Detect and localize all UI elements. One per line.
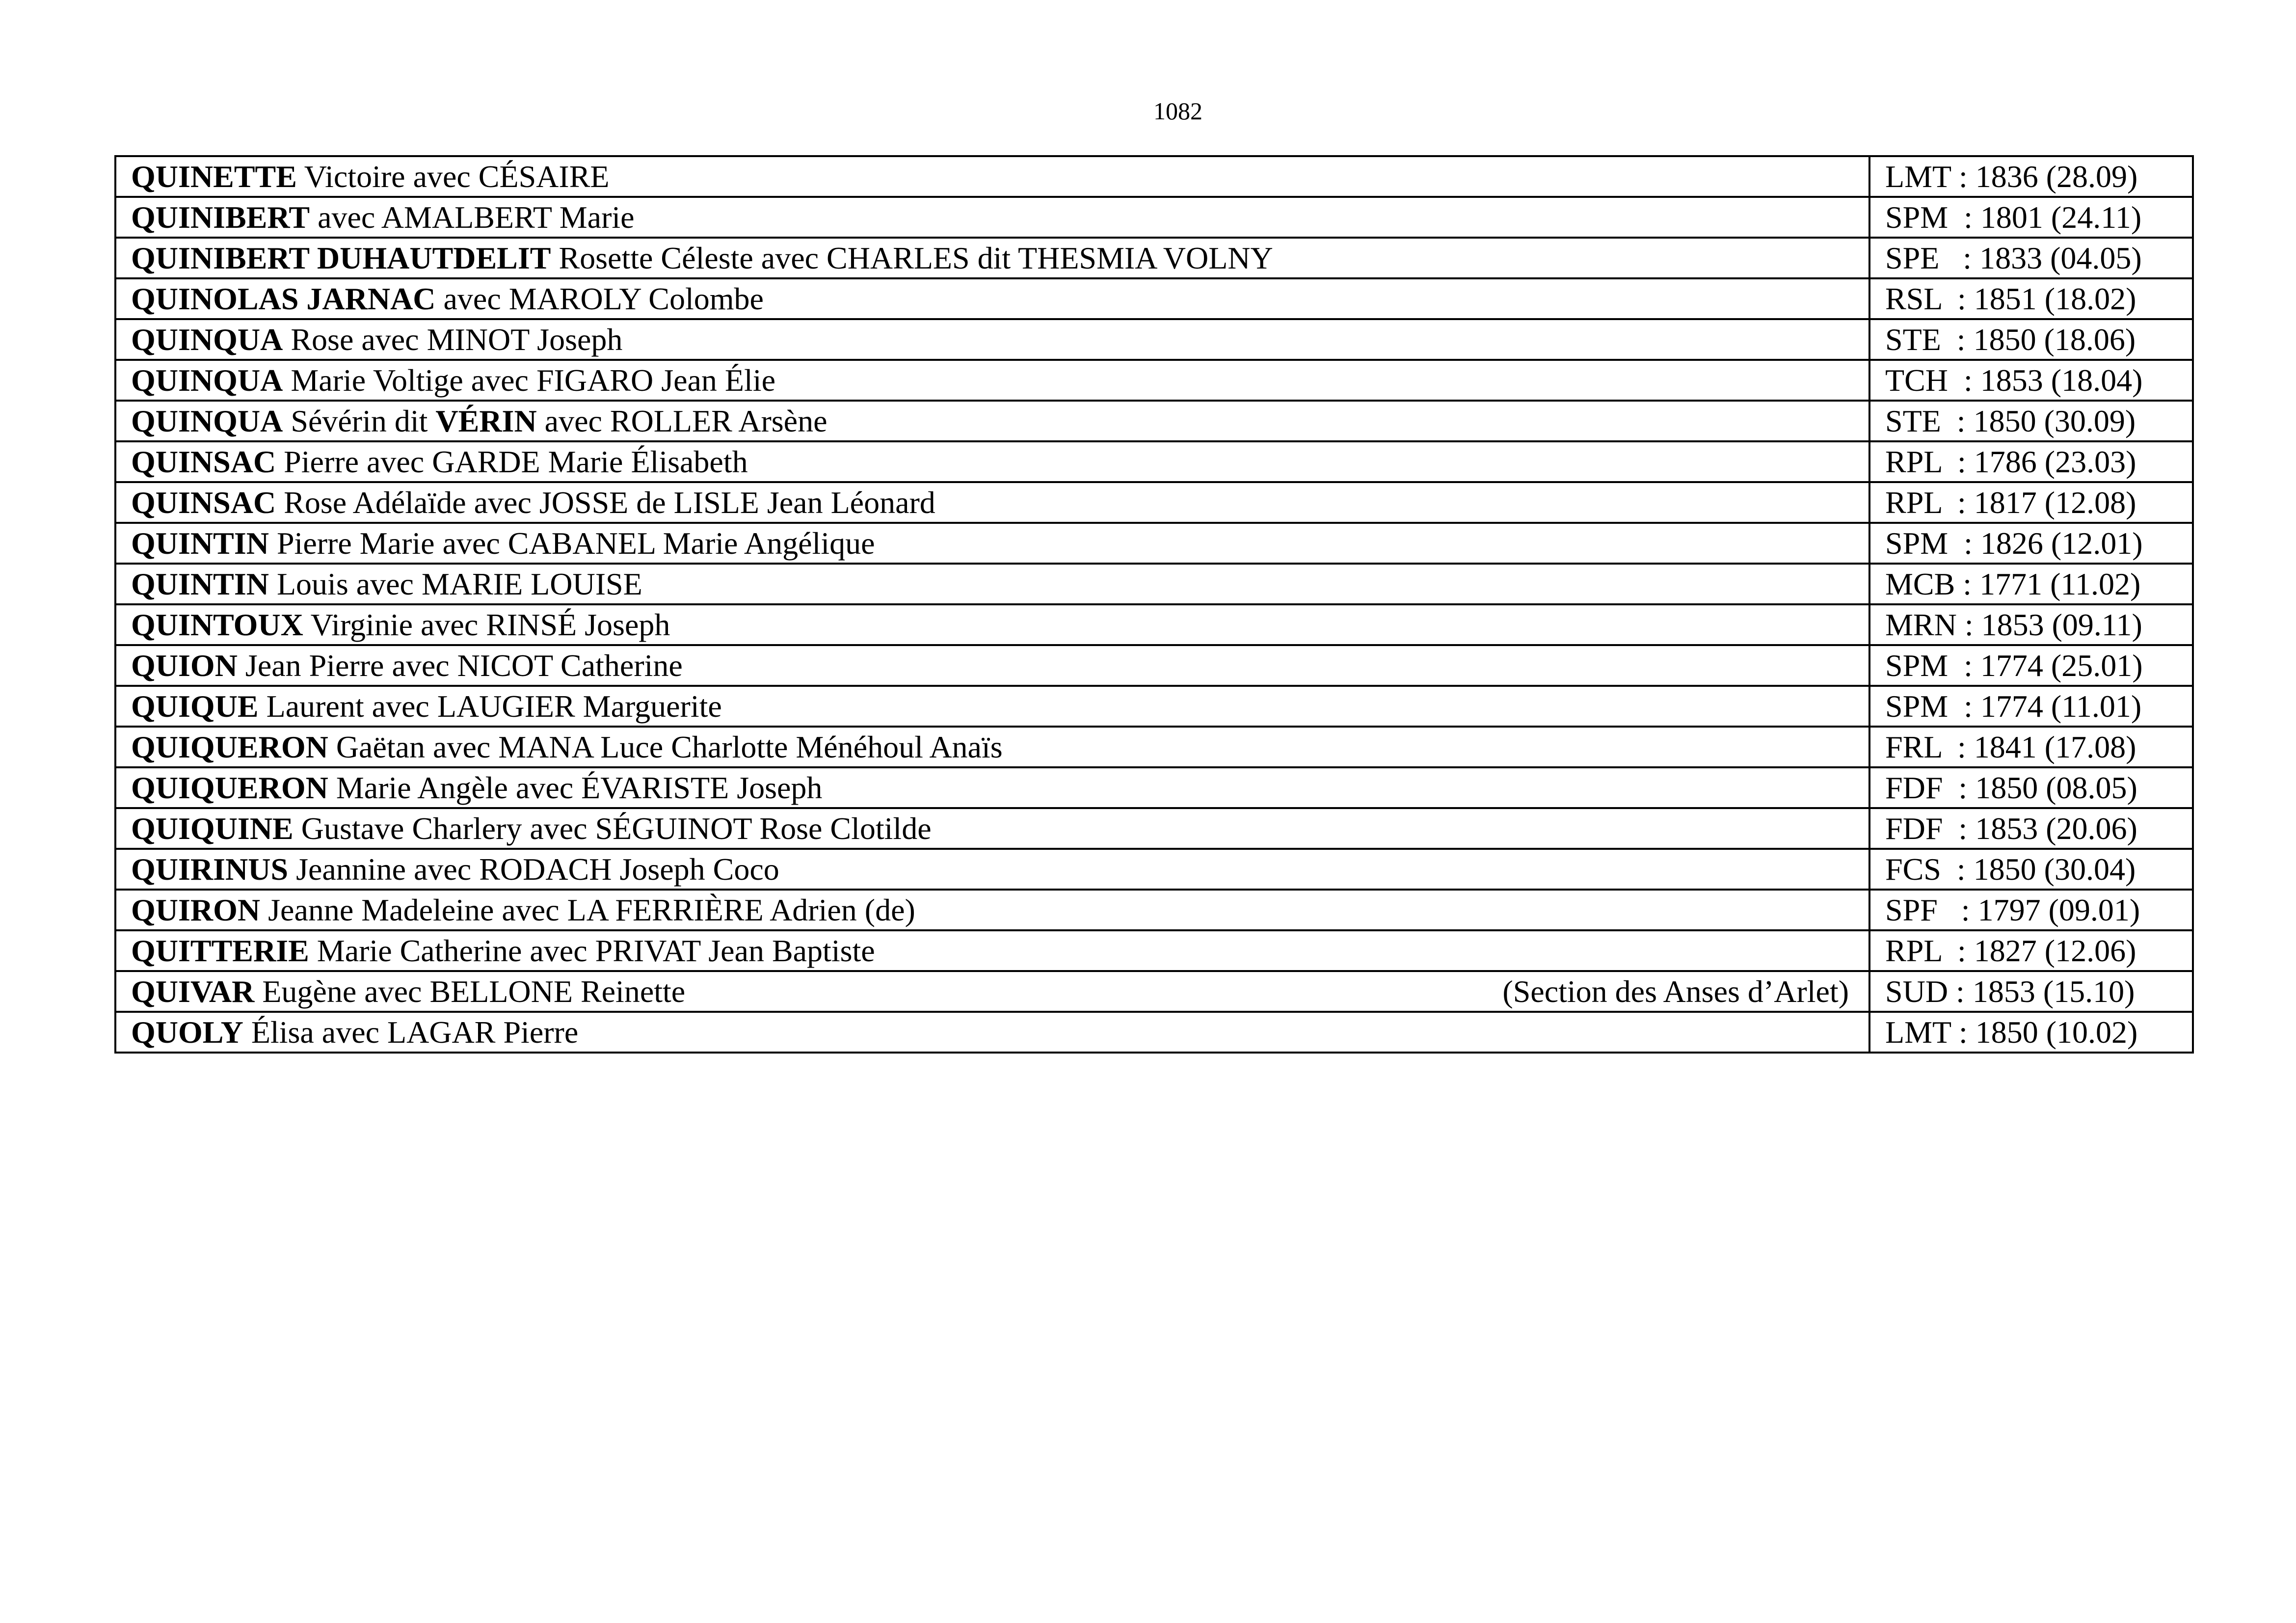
entry-detail: Rosette Céleste avec CHARLES dit THESMIA VOLNY bbox=[551, 241, 1273, 275]
entry-text bbox=[131, 931, 875, 970]
surname: QUINQUA bbox=[131, 363, 283, 398]
entry-text bbox=[131, 605, 670, 644]
entry-cell bbox=[115, 360, 1869, 401]
reference-cell: RPL : 1786 (23.03) bbox=[1869, 441, 2193, 482]
table-row bbox=[115, 156, 2193, 197]
reference-cell: RPL : 1817 (12.08) bbox=[1869, 482, 2193, 523]
entry-text bbox=[131, 972, 685, 1011]
table-row bbox=[115, 971, 2193, 1012]
entry-content bbox=[131, 605, 1869, 644]
surname: QUINTIN bbox=[131, 526, 269, 561]
reference-cell: FRL : 1841 (17.08) bbox=[1869, 727, 2193, 767]
register-body bbox=[115, 156, 2193, 1053]
reference-cell: MCB : 1771 (11.02) bbox=[1869, 564, 2193, 604]
entry-cell bbox=[115, 401, 1869, 441]
surname: QUINTIN bbox=[131, 567, 269, 601]
entry-detail: Pierre Marie avec CABANEL Marie Angélique bbox=[268, 526, 875, 561]
surname: QUINSAC bbox=[131, 485, 276, 520]
entry-text bbox=[131, 239, 1273, 277]
entry-cell bbox=[115, 523, 1869, 564]
entry-note: (Section des Anses d’Arlet) bbox=[1502, 974, 1849, 1009]
table-row bbox=[115, 564, 2193, 604]
reference-cell: SUD : 1853 (15.10) bbox=[1869, 971, 2193, 1012]
entry-detail: Pierre avec GARDE Marie Élisabeth bbox=[276, 444, 748, 479]
entry-content bbox=[131, 157, 1869, 196]
table-row bbox=[115, 930, 2193, 971]
entry-text bbox=[131, 361, 775, 400]
surname: QUIQUE bbox=[131, 689, 259, 724]
surname: QUINQUA bbox=[131, 404, 283, 438]
table-row bbox=[115, 441, 2193, 482]
entry-text bbox=[131, 728, 1003, 766]
table-row bbox=[115, 645, 2193, 686]
entry-detail: Eugène avec BELLONE Reinette bbox=[254, 974, 686, 1009]
table-row bbox=[115, 767, 2193, 808]
table-row bbox=[115, 727, 2193, 767]
entry-detail: Sévérin dit bbox=[283, 404, 436, 438]
surname: QUIRINUS bbox=[131, 852, 289, 887]
surname: QUIQUERON bbox=[131, 730, 328, 764]
entry-text bbox=[131, 687, 722, 726]
entry-content bbox=[131, 239, 1869, 277]
surname: QUIVAR bbox=[131, 974, 255, 1009]
entry-cell bbox=[115, 441, 1869, 482]
table-row bbox=[115, 278, 2193, 319]
surname: QUINETTE bbox=[131, 159, 297, 194]
reference-cell: SPF : 1797 (09.01) bbox=[1869, 890, 2193, 930]
surname: VÉRIN bbox=[435, 404, 537, 438]
entry-content bbox=[131, 972, 1869, 1011]
entry-content bbox=[131, 402, 1869, 440]
entry-content bbox=[131, 565, 1869, 603]
surname: QUINSAC bbox=[131, 444, 276, 479]
entry-content bbox=[131, 809, 1869, 848]
surname: QUITTERIE bbox=[131, 933, 309, 968]
entry-detail: Gustave Charlery avec SÉGUINOT Rose Clotilde bbox=[293, 811, 932, 846]
table-row bbox=[115, 197, 2193, 238]
entry-text bbox=[131, 646, 683, 685]
reference-cell: SPM : 1826 (12.01) bbox=[1869, 523, 2193, 564]
surname: QUOLY bbox=[131, 1015, 243, 1050]
reference-cell: RSL : 1851 (18.02) bbox=[1869, 278, 2193, 319]
entry-content bbox=[131, 931, 1869, 970]
table-row bbox=[115, 849, 2193, 890]
entry-cell bbox=[115, 238, 1869, 278]
reference-cell: MRN : 1853 (09.11) bbox=[1869, 604, 2193, 645]
table-row bbox=[115, 319, 2193, 360]
entry-detail: Jeannine avec RODACH Joseph Coco bbox=[288, 852, 779, 887]
entry-detail: Jeanne Madeleine avec LA FERRIÈRE Adrien (de) bbox=[260, 893, 915, 927]
entry-detail: Marie Angèle avec ÉVARISTE Joseph bbox=[328, 770, 823, 805]
table-row bbox=[115, 523, 2193, 564]
reference-cell: FDF : 1853 (20.06) bbox=[1869, 808, 2193, 849]
table-row bbox=[115, 686, 2193, 727]
entry-detail: avec AMALBERT Marie bbox=[310, 200, 635, 235]
reference-cell: LMT : 1836 (28.09) bbox=[1869, 156, 2193, 197]
entry-text bbox=[131, 320, 622, 359]
entry-content bbox=[131, 198, 1869, 237]
entry-detail: Marie Catherine avec PRIVAT Jean Baptiste bbox=[309, 933, 875, 968]
entry-detail: Rose Adélaïde avec JOSSE de LISLE Jean Léonard bbox=[276, 485, 935, 520]
entry-content bbox=[131, 891, 1869, 929]
surname: QUION bbox=[131, 648, 238, 683]
table-row bbox=[115, 238, 2193, 278]
reference-cell: SPE : 1833 (04.05) bbox=[1869, 238, 2193, 278]
entry-cell bbox=[115, 686, 1869, 727]
surname: QUIQUINE bbox=[131, 811, 294, 846]
entry-content bbox=[131, 524, 1869, 563]
entry-cell bbox=[115, 197, 1869, 238]
surname: QUINTOUX bbox=[131, 607, 303, 642]
entry-cell bbox=[115, 930, 1869, 971]
page-number: 1082 bbox=[1153, 97, 1202, 125]
surname: QUIQUERON bbox=[131, 770, 328, 805]
entry-text bbox=[131, 524, 875, 563]
entry-detail: Laurent avec LAUGIER Marguerite bbox=[258, 689, 722, 724]
reference-cell: FDF : 1850 (08.05) bbox=[1869, 767, 2193, 808]
entry-cell bbox=[115, 971, 1869, 1012]
entry-text bbox=[131, 442, 748, 481]
table-row bbox=[115, 1012, 2193, 1053]
entry-content bbox=[131, 728, 1869, 766]
reference-cell: SPM : 1774 (25.01) bbox=[1869, 645, 2193, 686]
entry-cell bbox=[115, 482, 1869, 523]
surname: QUINQUA bbox=[131, 322, 283, 357]
entry-cell bbox=[115, 890, 1869, 930]
entry-content bbox=[131, 850, 1869, 889]
entry-cell bbox=[115, 604, 1869, 645]
entry-detail: Rose avec MINOT Joseph bbox=[283, 322, 623, 357]
entry-text bbox=[131, 157, 609, 196]
entry-text bbox=[131, 279, 764, 318]
reference-cell: STE : 1850 (30.09) bbox=[1869, 401, 2193, 441]
entry-cell bbox=[115, 319, 1869, 360]
entry-cell bbox=[115, 727, 1869, 767]
entry-detail: Jean Pierre avec NICOT Catherine bbox=[237, 648, 683, 683]
surname: QUIRON bbox=[131, 893, 261, 927]
entry-content bbox=[131, 320, 1869, 359]
reference-cell: LMT : 1850 (10.02) bbox=[1869, 1012, 2193, 1053]
entry-content bbox=[131, 1013, 1869, 1052]
table-row bbox=[115, 482, 2193, 523]
entry-content bbox=[131, 483, 1869, 522]
entry-text bbox=[131, 1013, 578, 1052]
surname: QUINIBERT bbox=[131, 200, 310, 235]
reference-cell: SPM : 1801 (24.11) bbox=[1869, 197, 2193, 238]
entry-text bbox=[131, 850, 779, 889]
entry-cell bbox=[115, 767, 1869, 808]
entry-detail: Marie Voltige avec FIGARO Jean Élie bbox=[283, 363, 775, 398]
entry-cell bbox=[115, 849, 1869, 890]
entry-detail: Victoire avec CÉSAIRE bbox=[296, 159, 610, 194]
entry-text bbox=[131, 809, 932, 848]
entry-content bbox=[131, 361, 1869, 400]
entry-content bbox=[131, 646, 1869, 685]
reference-cell: RPL : 1827 (12.06) bbox=[1869, 930, 2193, 971]
entry-detail: avec MAROLY Colombe bbox=[435, 281, 764, 316]
entry-cell bbox=[115, 278, 1869, 319]
entry-cell bbox=[115, 1012, 1869, 1053]
entry-text bbox=[131, 402, 827, 440]
entry-text bbox=[131, 768, 822, 807]
reference-cell: FCS : 1850 (30.04) bbox=[1869, 849, 2193, 890]
reference-cell: SPM : 1774 (11.01) bbox=[1869, 686, 2193, 727]
reference-cell: STE : 1850 (18.06) bbox=[1869, 319, 2193, 360]
surname: QUINIBERT DUHAUTDELIT bbox=[131, 241, 551, 275]
surname: QUINOLAS JARNAC bbox=[131, 281, 436, 316]
entry-content bbox=[131, 687, 1869, 726]
reference-cell: TCH : 1853 (18.04) bbox=[1869, 360, 2193, 401]
entry-content bbox=[131, 279, 1869, 318]
entry-text bbox=[131, 891, 915, 929]
entry-detail: Virginie avec RINSÉ Joseph bbox=[303, 607, 670, 642]
entry-detail: avec ROLLER Arsène bbox=[536, 404, 828, 438]
entry-text bbox=[131, 198, 635, 237]
entry-cell bbox=[115, 156, 1869, 197]
entry-cell bbox=[115, 564, 1869, 604]
table-row bbox=[115, 360, 2193, 401]
table-row bbox=[115, 890, 2193, 930]
entry-content bbox=[131, 442, 1869, 481]
table-row bbox=[115, 808, 2193, 849]
table-row bbox=[115, 401, 2193, 441]
entry-text bbox=[131, 483, 935, 522]
entry-cell bbox=[115, 808, 1869, 849]
entry-cell bbox=[115, 645, 1869, 686]
marriage-register-table bbox=[114, 155, 2194, 1054]
entry-detail: Élisa avec LAGAR Pierre bbox=[243, 1015, 579, 1050]
entry-detail: Gaëtan avec MANA Luce Charlotte Ménéhoul Anaïs bbox=[328, 730, 1003, 764]
entry-text bbox=[131, 565, 642, 603]
entry-detail: Louis avec MARIE LOUISE bbox=[268, 567, 642, 601]
entry-content bbox=[131, 768, 1869, 807]
table-row bbox=[115, 604, 2193, 645]
